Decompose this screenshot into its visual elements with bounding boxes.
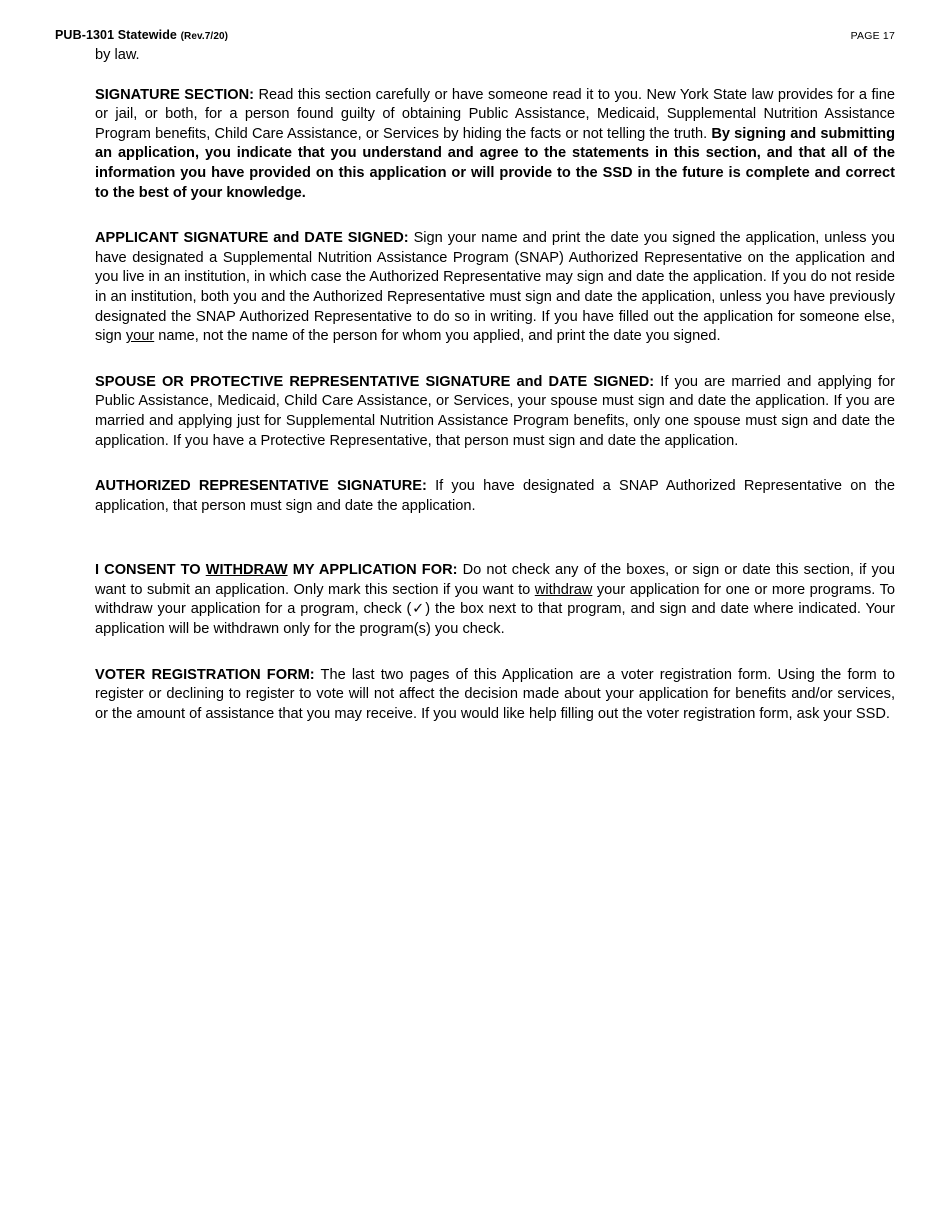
section-withdraw-heading-2: MY APPLICATION FOR: [287, 562, 458, 579]
section-authorized-representative-heading: AUTHORIZED REPRESENTATIVE SIGNATURE: [95, 478, 427, 495]
document-body [95, 46, 895, 724]
section-voter-registration-heading: VOTER REGISTRATION FORM: [95, 666, 315, 683]
section-signature-body: Read this section carefully or have someone read it to you. New York State law provides for a fine or jail, or both, for a person found guilty of obtaining Public Assistance, Medicaid, Supplemental Nutrition Assistance Program benefits, Child Care Assistance, or Services by hiding the facts or not telling the truth. [95, 86, 895, 142]
form-revision-text: (Rev.7/20) [180, 31, 229, 42]
continued-sentence: by law. [95, 47, 140, 63]
section-withdraw-heading-underlined: WITHDRAW [205, 562, 288, 579]
section-spouse-signature [95, 373, 895, 451]
page-header [55, 28, 895, 42]
section-voter-registration-body: The last two pages of this Application are a voter registration form. Using the form to register or declining to register to vote will not affect the decision made about your application for benefits and/or services, or the amount of assistance that you may receive. If you would like help filling out the voter registration form, ask your SSD. [95, 666, 896, 722]
form-id-text: PUB-1301 Statewide [55, 28, 177, 42]
section-withdraw-consent [95, 561, 895, 639]
section-withdraw-heading-1: I CONSENT TO [95, 562, 206, 579]
section-applicant-signature [95, 229, 895, 347]
page-number: PAGE 17 [850, 30, 895, 42]
section-authorized-representative-body: If you have designated a SNAP Authorized Representative on the application, that person must sign and date the application. [95, 478, 895, 514]
section-signature-heading: SIGNATURE SECTION: [95, 86, 255, 103]
section-spouse-signature-body: If you are married and applying for Public Assistance, Medicaid, Child Care Assistance, or Services, your spouse must sign and date the application. If you are married and applying just for Supplemental Nutrition Assistance Program benefits, only one spouse must sign and date the application. If you have a Protective Representative, that person must sign and date the application. [95, 373, 896, 449]
section-applicant-signature-body-2: name, not the name of the person for whom you applied, and print the date you signed. [154, 328, 721, 345]
section-spouse-signature-heading: SPOUSE OR PROTECTIVE REPRESENTATIVE SIGNATURE and DATE SIGNED: [95, 373, 655, 390]
section-withdraw-emphasis: withdraw [534, 581, 593, 598]
section-voter-registration [95, 666, 895, 725]
section-signature-body-bold: By signing and submitting an application, you indicate that you understand and agree to the statements in this section, and that all of the information you have provided on this application or will provide to the SSD in the future is complete and correct to the best of your knowledge. [95, 125, 895, 201]
section-applicant-signature-body-1: Sign your name and print the date you signed the application, unless you have designated a Supplemental Nutrition Assistance Program (SNAP) Authorized Representative on the application and you live in an institution, in which case the Authorized Representative may sign and date the application. If you do not reside in an institution, both you and the Authorized Representative must sign and date the application, unless you have previously designated the SNAP Authorized Representative to do so in writing. If you have filled out the application for someone else, sign [95, 230, 895, 345]
section-withdraw-body-2: your application for one or more programs. To withdraw your application for a program, check (✓) the box next to that program, and sign and date where indicated. Your application will be withdrawn only for the program(s) you check. [95, 581, 895, 638]
form-identifier [55, 28, 228, 42]
section-withdraw-body-1: Do not check any of the boxes, or sign or date this section, if you want to submit an application. Only mark this section if you want to [95, 562, 895, 598]
section-applicant-signature-emphasis: your [125, 328, 155, 345]
section-authorized-representative [95, 477, 895, 516]
section-applicant-signature-heading: APPLICANT SIGNATURE and DATE SIGNED: [95, 230, 409, 247]
section-signature [95, 86, 895, 204]
